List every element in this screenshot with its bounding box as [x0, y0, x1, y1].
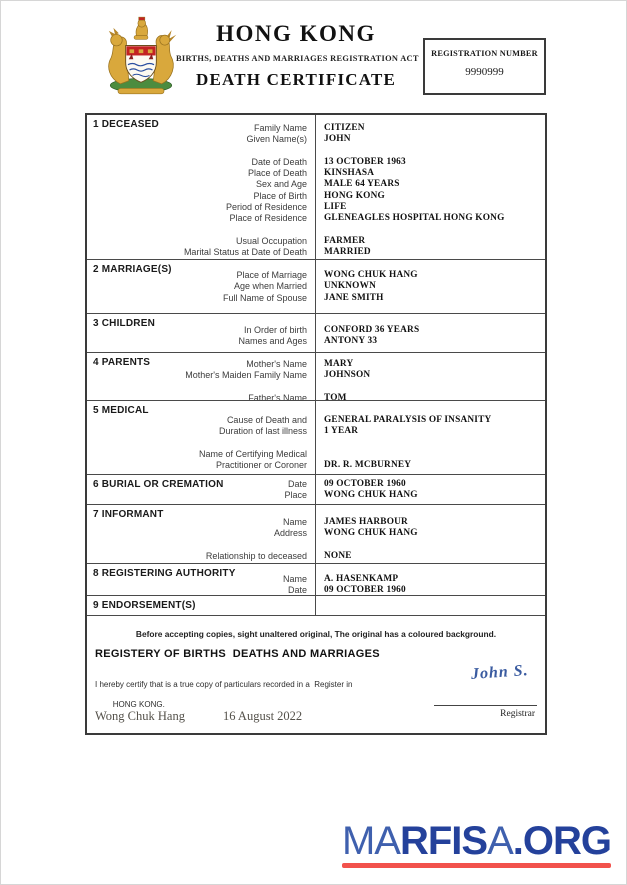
field-value: JAMES HARBOUR — [324, 517, 408, 527]
field-value: JOHN — [324, 134, 351, 145]
field-value: GLENEAGLES HOSPITAL HONG KONG — [324, 213, 505, 224]
field-value: DR. R. MCBURNEY — [324, 460, 412, 471]
section-header: 1 DECEASED — [93, 119, 159, 130]
field-value: TOM — [324, 392, 347, 400]
field-value: MARRIED — [324, 247, 371, 258]
field-label: Names and Ages — [238, 336, 307, 347]
field-value: KINSHASA — [324, 168, 375, 179]
field-value: JOHNSON — [324, 370, 371, 381]
field-label: Place — [284, 490, 307, 501]
section-row-6 — [87, 474, 545, 504]
field-label: Sex and Age — [255, 179, 307, 190]
field-value — [324, 449, 545, 460]
field-value: GENERAL PARALYSIS OF INSANITY — [324, 415, 492, 425]
field-label: In Order of birth — [243, 325, 307, 335]
section-header: 4 PARENTS — [93, 357, 151, 368]
section-header: 3 CHILDREN — [93, 318, 156, 329]
certify-line-1: I hereby certify that is a true copy of particulars recorded in a Register in — [95, 680, 353, 689]
issue-place: Wong Chuk Hang — [95, 709, 185, 723]
logo-underline — [342, 863, 611, 868]
field-value: 1 YEAR — [324, 426, 359, 437]
field-label — [87, 382, 307, 393]
section-row-1 — [87, 115, 545, 259]
document-type-title: DEATH CERTIFICATE — [195, 70, 397, 89]
field-value: A. HASENKAMP — [324, 574, 399, 584]
field-value: JANE SMITH — [324, 292, 384, 303]
issue-date: 16 August 2022 — [223, 709, 303, 723]
field-label: Practitioner or Coroner — [215, 460, 307, 471]
section-header: 7 INFORMANT — [93, 509, 164, 520]
certificate-table — [85, 113, 547, 735]
field-value: MALE 64 YEARS — [324, 179, 400, 190]
field-value: WONG CHUK HANG — [324, 270, 418, 280]
field-label: Place of Residence — [229, 213, 307, 224]
field-label: Marital Status at Date of Death — [183, 247, 307, 258]
section-row-8 — [87, 563, 545, 595]
logo-part: .ORG — [512, 819, 611, 863]
field-value: LIFE — [324, 202, 347, 213]
copies-notice: Before accepting copies, sight unaltered original, The original has a coloured background. — [135, 629, 497, 639]
field-label: Date — [287, 585, 307, 595]
registration-number-box — [423, 38, 546, 95]
field-label: Place of Marriage — [236, 270, 307, 280]
registrar-signature: John S. — [470, 662, 530, 683]
registry-title: REGISTERY OF BIRTHS DEATHS AND MARRIAGES — [95, 648, 380, 660]
field-value — [324, 540, 545, 551]
section-header: 6 BURIAL OR CREMATION — [93, 479, 224, 490]
field-label: Place of Death — [247, 168, 307, 179]
registration-number-value: 9990999 — [465, 66, 504, 78]
registration-number-label: REGISTRATION NUMBER — [431, 49, 538, 58]
field-value: 09 OCTOBER 1960 — [324, 585, 406, 595]
logo-part: MA — [341, 819, 400, 863]
field-label: Period of Residence — [225, 202, 307, 213]
logo-text — [342, 821, 611, 861]
logo-part: RFIS — [399, 819, 488, 863]
logo-part: A — [487, 819, 513, 863]
field-label: Relationship to deceased — [205, 550, 307, 561]
field-label — [87, 540, 307, 551]
field-label: Usual Occupation — [235, 235, 307, 246]
field-label: Age when Married — [233, 281, 307, 292]
field-label: Family Name — [253, 123, 307, 133]
field-label — [87, 438, 307, 449]
field-value: CITIZEN — [324, 123, 365, 133]
field-label: Name — [282, 517, 307, 527]
field-value — [324, 382, 545, 393]
field-label: Duration of last illness — [218, 426, 307, 437]
field-value: WONG CHUK HANG — [324, 490, 418, 501]
field-value: FARMER — [324, 235, 366, 246]
field-label: Date of Death — [251, 156, 307, 167]
field-label: Cause of Death and — [226, 415, 307, 425]
field-value: 09 OCTOBER 1960 — [324, 479, 406, 489]
signature-line — [434, 705, 537, 706]
field-label: Full Name of Spouse — [222, 292, 307, 303]
certificate-footer — [87, 615, 545, 733]
field-label: Date — [287, 479, 307, 489]
marfisa-org-watermark — [342, 821, 611, 868]
field-value: UNKNOWN — [324, 281, 377, 292]
field-label: Mother's Maiden Family Name — [185, 370, 307, 381]
field-label: Address — [273, 528, 307, 539]
hong-kong-coat-of-arms-icon — [95, 11, 187, 103]
section-row-4 — [87, 352, 545, 400]
act-subtitle: BIRTHS, DEATHS AND MARRIAGES REGISTRATION ACT — [176, 54, 419, 63]
field-value — [324, 146, 545, 157]
section-row-5 — [87, 400, 545, 474]
field-label — [87, 146, 307, 157]
field-value — [324, 438, 545, 449]
field-value: CONFORD 36 YEARS — [324, 325, 420, 335]
section-row-2 — [87, 259, 545, 313]
field-label: Father's Name — [248, 392, 307, 400]
field-value — [324, 225, 545, 236]
section-row-3 — [87, 313, 545, 352]
certify-statement — [95, 680, 425, 710]
certify-line-2: HONG KONG. — [112, 700, 165, 709]
field-label: Given Name(s) — [246, 134, 307, 145]
section-row-7 — [87, 504, 545, 563]
field-value: NONE — [324, 550, 352, 561]
registrar-label: Registrar — [500, 709, 535, 719]
section-header: 9 ENDORSEMENT(S) — [93, 600, 196, 611]
section-row-9 — [87, 595, 545, 615]
section-header: 2 MARRIAGE(S) — [93, 264, 172, 275]
header — [176, 21, 419, 90]
section-header: 5 MEDICAL — [93, 405, 149, 416]
field-value: WONG CHUK HANG — [324, 528, 418, 539]
field-value: HONG KONG — [324, 190, 385, 201]
field-value: ANTONY 33 — [324, 336, 378, 347]
field-value: 13 OCTOBER 1963 — [324, 156, 406, 167]
field-label: Mother's Name — [246, 359, 307, 369]
page-title: HONG KONG — [216, 21, 376, 46]
field-value: MARY — [324, 359, 354, 369]
field-label: Name — [282, 574, 307, 584]
field-label: Place of Birth — [253, 190, 307, 201]
section-header: 8 REGISTERING AUTHORITY — [93, 568, 236, 579]
field-label: Name of Certifying Medical — [198, 448, 307, 459]
field-label — [87, 225, 307, 236]
